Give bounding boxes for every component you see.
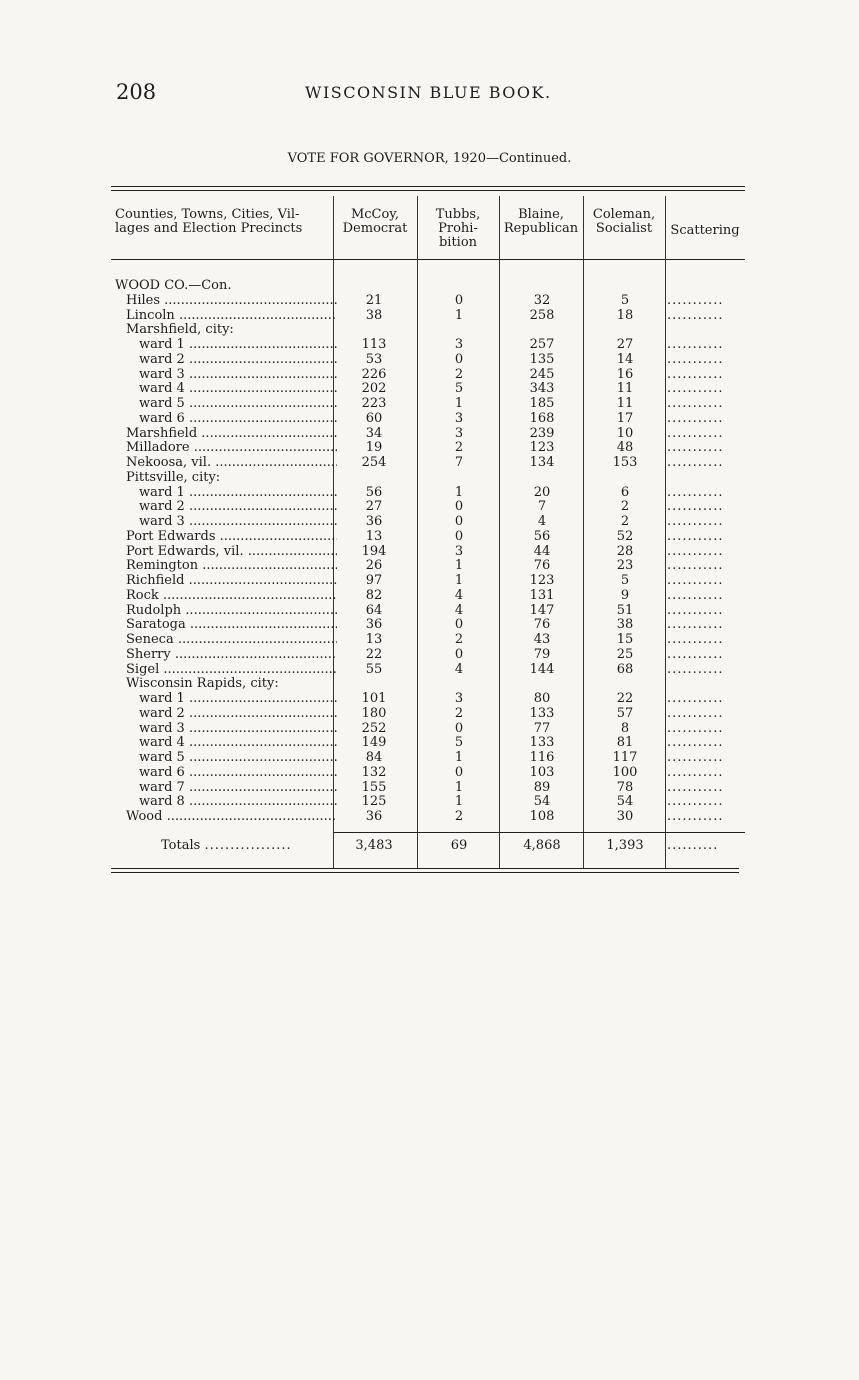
vote-scattering: ...........: [667, 617, 724, 633]
vote-coleman: 57: [616, 705, 634, 721]
vote-scattering: ...........: [667, 632, 724, 647]
vote-tubbs: 1: [454, 750, 464, 765]
vote-mccoy: 223: [361, 396, 387, 411]
vote-coleman: 10: [616, 425, 634, 441]
vote-blaine: 135: [529, 351, 555, 367]
vote-tubbs: 2: [454, 809, 464, 824]
vote-mccoy: 13: [365, 632, 383, 647]
precinct-name: ward 5 .....: [139, 396, 337, 411]
vote-mccoy: 13: [365, 528, 383, 544]
table-row: [111, 485, 745, 500]
vote-coleman: 22: [616, 691, 634, 706]
vote-scattering: ...........: [667, 307, 724, 323]
page-number: 208: [116, 80, 157, 104]
vote-blaine: 76: [533, 558, 551, 574]
vote-coleman: 28: [616, 543, 634, 559]
vote-scattering: ...........: [667, 528, 724, 544]
vote-blaine: 133: [529, 735, 555, 751]
precinct-name: Seneca .....: [126, 632, 337, 647]
vote-blaine: 257: [529, 337, 555, 352]
table-row: [111, 662, 745, 677]
vote-mccoy: 97: [365, 573, 383, 588]
section-heading-row: [111, 322, 745, 337]
vote-mccoy: 155: [361, 779, 387, 795]
vote-tubbs: 7: [454, 455, 464, 470]
precinct-name: ward 3 .....: [139, 367, 337, 382]
vote-tubbs: 0: [454, 292, 464, 308]
precinct-name: Wisconsin Rapids, city:: [126, 676, 279, 692]
header-scattering: Scatterinɡ: [670, 224, 740, 238]
vote-tubbs: 3: [454, 691, 464, 706]
vote-coleman: 38: [616, 617, 634, 633]
vote-blaine: 144: [529, 661, 555, 677]
table-row: [111, 529, 745, 544]
table-row: [111, 706, 745, 721]
vote-blaine: 147: [529, 602, 555, 618]
vote-tubbs: 4: [454, 602, 464, 618]
precinct-name: Hiles .....: [126, 293, 337, 308]
vote-blaine: 76: [533, 617, 551, 633]
vote-blaine: 131: [529, 587, 555, 603]
vote-tubbs: 2: [454, 366, 464, 382]
vote-coleman: 2: [620, 514, 630, 529]
precinct-name: ward 4 .....: [139, 735, 337, 750]
vote-coleman: 51: [616, 602, 634, 618]
vote-mccoy: 22: [365, 646, 383, 662]
vote-mccoy: 252: [361, 720, 387, 736]
vote-blaine: 7: [537, 499, 547, 515]
vote-mccoy: 113: [361, 337, 387, 352]
precinct-name: Marshfield .....: [126, 426, 337, 441]
precinct-name: Sigel .....: [126, 662, 337, 677]
vote-scattering: ...........: [667, 735, 724, 751]
vote-blaine: 77: [533, 720, 551, 736]
precinct-name: ward 6 .....: [139, 411, 337, 426]
precinct-name: Rudolph .....: [126, 603, 337, 618]
vote-blaine: 108: [529, 809, 555, 824]
precinct-name: ward 1 .....: [139, 691, 337, 706]
vote-mccoy: 26: [365, 558, 383, 574]
vote-coleman: 17: [616, 410, 634, 426]
precinct-name: Milladore .....: [126, 440, 337, 455]
vote-scattering: ...........: [667, 661, 724, 677]
vote-tubbs: 1: [454, 396, 464, 411]
vote-mccoy: 56: [365, 484, 383, 500]
vote-scattering: ...........: [667, 381, 724, 397]
vote-mccoy: 36: [365, 514, 383, 529]
table-row: [111, 809, 745, 824]
vote-tubbs: 1: [454, 558, 464, 574]
header-mccoy: McCoy, Democrat: [342, 207, 408, 236]
vote-scattering: ...........: [667, 646, 724, 662]
precinct-name: Nekoosa, vil. .....: [126, 455, 337, 470]
vote-tubbs: 0: [454, 617, 464, 633]
vote-scattering: ...........: [667, 499, 724, 515]
table-row: [111, 573, 745, 588]
vote-coleman: 68: [616, 661, 634, 677]
vote-mccoy: 19: [365, 440, 383, 456]
vote-mccoy: 226: [361, 366, 387, 382]
vote-blaine: 258: [529, 307, 555, 323]
vote-coleman: 8: [620, 720, 630, 736]
header-precincts: Counties, Towns, Cities, Vil- lages and Election Precincts: [115, 207, 303, 236]
table-row: [111, 499, 745, 514]
precinct-name: ward 1 .....: [139, 337, 337, 352]
vote-tubbs: 2: [454, 705, 464, 721]
table-row: [111, 632, 745, 647]
table-row: [111, 352, 745, 367]
table-title: VOTE FOR GOVERNOR, 1920—Continued.: [287, 151, 572, 166]
table-row: [111, 396, 745, 411]
vote-blaine: 44: [533, 543, 551, 559]
vote-mccoy: 125: [361, 794, 387, 810]
vote-scattering: ...........: [667, 514, 724, 529]
vote-coleman: 25: [616, 646, 634, 662]
table-row: [111, 337, 745, 352]
table-row: [111, 367, 745, 382]
vote-mccoy: 202: [361, 381, 387, 397]
vote-coleman: 6: [620, 484, 630, 500]
vote-mccoy: 53: [365, 351, 383, 367]
vote-mccoy: 82: [365, 587, 383, 603]
vote-coleman: 100: [612, 764, 638, 780]
vote-coleman: 14: [616, 351, 634, 367]
top-rule-inner: [111, 190, 745, 191]
table-row: [111, 750, 745, 765]
vote-scattering: ...........: [667, 543, 724, 559]
table-row: [111, 647, 745, 662]
vote-tubbs: 0: [454, 499, 464, 515]
vote-tubbs: 0: [454, 528, 464, 544]
precinct-name: ward 7 .....: [139, 780, 337, 795]
vote-tubbs: 1: [454, 573, 464, 588]
vote-blaine: 43: [533, 632, 551, 647]
table-row: [111, 765, 745, 780]
table-row: [111, 735, 745, 750]
vote-scattering: ...........: [667, 794, 724, 810]
vote-blaine: 239: [529, 425, 555, 441]
vote-scattering: ...........: [667, 455, 724, 470]
vote-mccoy: 21: [365, 292, 383, 308]
table-row: [111, 381, 745, 396]
vote-tubbs: 1: [454, 794, 464, 810]
vote-tubbs: 1: [454, 779, 464, 795]
vote-mccoy: 34: [365, 425, 383, 441]
vote-tubbs: 2: [454, 632, 464, 647]
vote-mccoy: 36: [365, 809, 383, 824]
vote-blaine: 89: [533, 779, 551, 795]
table-row: [111, 780, 745, 795]
totals-rule: [333, 832, 745, 833]
precinct-name: ward 3 .....: [139, 721, 337, 736]
vote-tubbs: 1: [454, 307, 464, 323]
vote-coleman: 2: [620, 499, 630, 515]
vote-coleman: 81: [616, 735, 634, 751]
table-row: [111, 721, 745, 736]
precinct-name: Remington .....: [126, 558, 337, 573]
vote-tubbs: 1: [454, 484, 464, 500]
vote-mccoy: 254: [361, 455, 387, 470]
totals-coleman: 1,393: [606, 838, 644, 853]
precinct-name: Port Edwards .....: [126, 529, 337, 544]
top-rule: [111, 186, 745, 187]
vote-scattering: ...........: [667, 440, 724, 456]
vote-scattering: ...........: [667, 691, 724, 706]
precinct-name: Marshfield, city:: [126, 322, 234, 338]
vote-tubbs: 4: [454, 661, 464, 677]
bottom-rule-inner: [111, 872, 739, 873]
vote-tubbs: 3: [454, 425, 464, 441]
totals-row: [111, 838, 745, 853]
vote-scattering: ...........: [667, 705, 724, 721]
table-row: [111, 514, 745, 529]
vote-coleman: 30: [616, 809, 634, 824]
vote-tubbs: 0: [454, 720, 464, 736]
totals-tubbs: 69: [450, 838, 468, 853]
vote-scattering: ...........: [667, 558, 724, 574]
vote-mccoy: 194: [361, 543, 387, 559]
vote-coleman: 78: [616, 779, 634, 795]
vote-coleman: 117: [612, 750, 638, 765]
vote-mccoy: 132: [361, 764, 387, 780]
table-row: [111, 426, 745, 441]
table-row: [111, 794, 745, 809]
vote-coleman: 27: [616, 337, 634, 352]
vote-tubbs: 3: [454, 543, 464, 559]
vote-scattering: ...........: [667, 337, 724, 352]
vote-mccoy: 101: [361, 691, 387, 706]
vote-scattering: ...........: [667, 292, 724, 308]
vote-coleman: 16: [616, 366, 634, 382]
vote-tubbs: 2: [454, 440, 464, 456]
table-row: [111, 308, 745, 323]
precinct-name: Sherry .....: [126, 647, 337, 662]
vote-scattering: ...........: [667, 573, 724, 588]
totals-mccoy: 3,483: [355, 838, 393, 853]
table-row: [111, 691, 745, 706]
vote-blaine: 168: [529, 410, 555, 426]
precinct-name: ward 2 .....: [139, 706, 337, 721]
vote-scattering: ...........: [667, 809, 724, 824]
vote-blaine: 123: [529, 440, 555, 456]
precinct-name: ward 2 .....: [139, 499, 337, 514]
vote-mccoy: 149: [361, 735, 387, 751]
vote-tubbs: 4: [454, 587, 464, 603]
vote-blaine: 54: [533, 794, 551, 810]
vote-blaine: 80: [533, 691, 551, 706]
precinct-name: ward 8 .....: [139, 794, 337, 809]
vote-tubbs: 3: [454, 337, 464, 352]
table-row: [111, 588, 745, 603]
precinct-name: ward 1 .....: [139, 485, 337, 500]
section-heading-row: [111, 470, 745, 485]
vote-blaine: 4: [537, 514, 547, 529]
precinct-name: Wood .....: [126, 809, 337, 824]
vote-blaine: 134: [529, 455, 555, 470]
table-row: [111, 617, 745, 632]
vote-mccoy: 55: [365, 661, 383, 677]
totals-scattering: ..........: [667, 838, 719, 853]
vote-blaine: 56: [533, 528, 551, 544]
bottom-rule: [111, 868, 739, 869]
vote-blaine: 185: [529, 396, 555, 411]
vote-coleman: 9: [620, 587, 630, 603]
table-row: [111, 293, 745, 308]
vote-mccoy: 36: [365, 617, 383, 633]
vote-coleman: 153: [612, 455, 638, 470]
vote-tubbs: 0: [454, 646, 464, 662]
vote-tubbs: 0: [454, 514, 464, 529]
vote-table: [111, 186, 745, 876]
table-row: [111, 544, 745, 559]
vote-mccoy: 27: [365, 499, 383, 515]
vote-coleman: 52: [616, 528, 634, 544]
precinct-name: ward 3 .....: [139, 514, 337, 529]
precinct-name: Lincoln .....: [126, 308, 337, 323]
vote-mccoy: 38: [365, 307, 383, 323]
vote-coleman: 48: [616, 440, 634, 456]
vote-scattering: ...........: [667, 366, 724, 382]
vote-mccoy: 64: [365, 602, 383, 618]
vote-blaine: 245: [529, 366, 555, 382]
vote-scattering: ...........: [667, 425, 724, 441]
vote-scattering: ...........: [667, 410, 724, 426]
vote-blaine: 103: [529, 764, 555, 780]
vote-blaine: 133: [529, 705, 555, 721]
precinct-name: ward 5 .....: [139, 750, 337, 765]
precinct-name: ward 2 .....: [139, 352, 337, 367]
vote-tubbs: 0: [454, 351, 464, 367]
vote-scattering: ...........: [667, 484, 724, 500]
precinct-name: Port Edwards, vil. .....: [126, 544, 337, 559]
vote-scattering: ...........: [667, 750, 724, 765]
vote-blaine: 123: [529, 573, 555, 588]
precinct-name: WOOD CO.—Con.: [115, 278, 232, 293]
header-tubbs: Tubbs, Prohi- bition: [435, 207, 481, 250]
totals-blaine: 4,868: [523, 838, 561, 853]
vote-blaine: 343: [529, 381, 555, 397]
vote-tubbs: 0: [454, 764, 464, 780]
vote-blaine: 79: [533, 646, 551, 662]
table-row: [111, 558, 745, 573]
table-row: [111, 455, 745, 470]
vote-coleman: 54: [616, 794, 634, 810]
vote-coleman: 5: [620, 292, 630, 308]
vote-scattering: ...........: [667, 720, 724, 736]
vote-mccoy: 60: [365, 410, 383, 426]
precinct-name: ward 6 .....: [139, 765, 337, 780]
vote-tubbs: 5: [454, 735, 464, 751]
vote-blaine: 116: [529, 750, 555, 765]
header-rule: [111, 259, 745, 260]
vote-coleman: 18: [616, 307, 634, 323]
vote-coleman: 23: [616, 558, 634, 574]
section-heading-row: [111, 676, 745, 691]
vote-blaine: 20: [533, 484, 551, 500]
vote-scattering: ...........: [667, 602, 724, 618]
vote-blaine: 32: [533, 292, 551, 308]
vote-tubbs: 5: [454, 381, 464, 397]
vote-scattering: ...........: [667, 351, 724, 367]
header-blaine: Blaine, Republican: [503, 207, 579, 236]
header-coleman: Coleman, Socialist: [592, 207, 656, 236]
table-row: [111, 440, 745, 455]
vote-mccoy: 84: [365, 750, 383, 765]
precinct-name: Richfield .....: [126, 573, 337, 588]
vote-mccoy: 180: [361, 705, 387, 721]
precinct-name: Pittsville, city:: [126, 469, 221, 485]
vote-coleman: 5: [620, 573, 630, 588]
vote-coleman: 11: [616, 396, 634, 411]
vote-scattering: ...........: [667, 764, 724, 780]
vote-scattering: ...........: [667, 779, 724, 795]
table-row: [111, 411, 745, 426]
precinct-name: ward 4 .....: [139, 381, 337, 396]
running-head: WISCONSIN BLUE BOOK.: [305, 83, 552, 102]
totals-label: Totals .................: [161, 838, 292, 853]
vote-coleman: 11: [616, 381, 634, 397]
table-row: [111, 603, 745, 618]
precinct-name: Saratoga .....: [126, 617, 337, 632]
vote-coleman: 15: [616, 632, 634, 647]
vote-scattering: ...........: [667, 396, 724, 411]
section-heading-row: [111, 278, 745, 293]
vote-scattering: ...........: [667, 587, 724, 603]
vote-tubbs: 3: [454, 410, 464, 426]
precinct-name: Rock .....: [126, 588, 337, 603]
